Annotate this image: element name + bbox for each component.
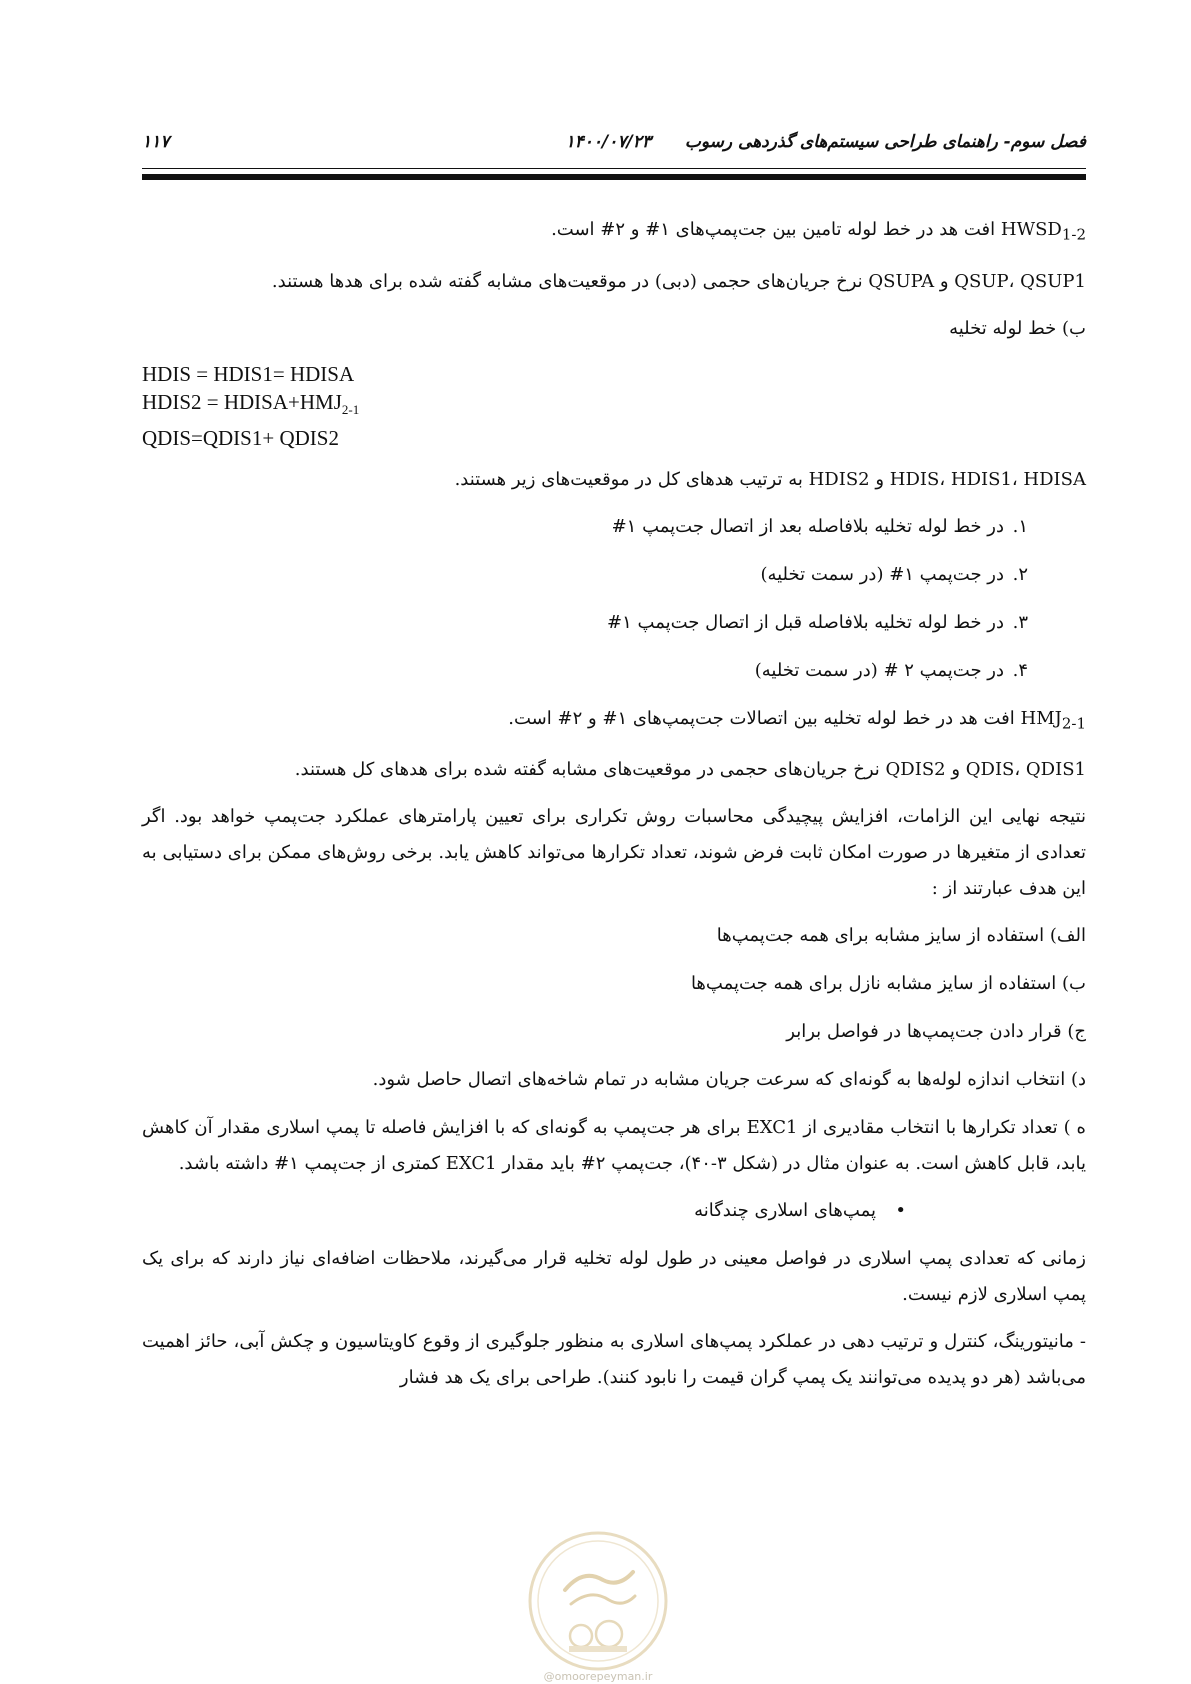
page-number: ۱۱۷ xyxy=(142,132,170,152)
paragraph-exc1: ه ) تعداد تکرارها با انتخاب مقادیری از EXC1 برای هر جت‌پمپ به گونه‌ای که با افزایش فاصله تا پمپ اسلاری مقدار آن کاهش یابد، قابل کاهش است. به عنوان مثال در (شکل ۳-۴۰)، جت‌پمپ ۲# باید مقدار EXC1 کمتری از جت‌پمپ ۱# داشته باشد. xyxy=(142,1117,1086,1175)
chapter-title: فصل سوم- راهنمای طراحی سیستم‌های گذردهی رسوب xyxy=(684,132,1086,152)
paragraph-hmj: $HMJ_{2-1}$ افت هد در خط لوله تخلیه بین اتصالات جت‌پمپ‌های ۱# و ۲# است. xyxy=(508,707,1086,733)
numbered-list xyxy=(142,509,1086,689)
watermark-text: @omoorepeyman.ir xyxy=(543,1670,653,1683)
symbol-hwsd: $HWSD_{1-2}$ xyxy=(1000,219,1086,244)
paragraph-monitoring: - مانیتورینگ، کنترل و ترتیب دهی در عملکرد پمپ‌های اسلاری به منظور جلوگیری از وقوع کاویتاسیون و چکش آبی، حائز اهمیت می‌باشد (هر دو پدیده می‌توانند یک پمپ گران قیمت را نابود کنند). طراحی برای یک هد فشار xyxy=(142,1331,1086,1389)
page-body xyxy=(142,212,1086,1396)
equation-1: HDIS = HDIS1= HDISA xyxy=(142,361,355,386)
option-item: ب) استفاده از سایز مشابه نازل برای همه جت‌پمپ‌ها xyxy=(690,973,1086,995)
equation-2: HDIS2 = $HDISA+HMJ_{2-1}$ xyxy=(142,389,360,417)
option-item: د) انتخاب اندازه لوله‌ها به گونه‌ای که سرعت جریان مشابه در تمام شاخه‌های اتصال حاصل شود. xyxy=(372,1069,1086,1091)
header-rule-thin xyxy=(142,168,1086,169)
watermark-seal-icon xyxy=(525,1528,671,1674)
list-item: ۴. در جت‌پمپ ۲ # (در سمت تخلیه) xyxy=(754,659,1028,681)
option-item: الف) استفاده از سایز مشابه برای همه جت‌پمپ‌ها xyxy=(716,925,1086,947)
paragraph-qsup: QSUP، QSUP1 و QSUPA نرخ جریان‌های حجمی (دبی) در موقعیت‌های مشابه گفته شده برای هدها هستند. xyxy=(271,270,1086,292)
paragraph-hdis: HDIS، HDIS1، HDISA و HDIS2 به ترتیب هدهای کل در موقعیت‌های زیر هستند. xyxy=(454,468,1086,490)
paragraph-multiple-pumps: زمانی که تعدادی پمپ اسلاری در فواصل معینی در طول لوله تخلیه قرار می‌گیرند، ملاحظات اضافه‌ای نیاز دارند که برای یک پمپ اسلاری لازم نیست. xyxy=(142,1248,1086,1306)
header-date: ۱۴۰۰/۰۷/۲۳ xyxy=(565,132,651,152)
paragraph-hwsd: $HWSD_{1-2}$ افت هد در خط لوله تامین بین جت‌پمپ‌های ۱# و ۲# است. xyxy=(551,219,1086,244)
subheading-discharge-line: ب) خط لوله تخلیه xyxy=(949,317,1086,339)
list-item: ۳. در خط لوله تخلیه بلافاصله قبل از اتصال جت‌پمپ ۱# xyxy=(607,611,1028,633)
paragraph-result: نتیجه نهایی این الزامات، افزایش پیچیدگی محاسبات روش تکراری برای تعیین پارامترهای عملکرد جت‌پمپ خواهد بود. اگر تعدادی از متغیرها در صورت امکان ثابت فرض شوند، تعداد تکرارها می‌تواند کاهش یابد. برخی روش‌های ممکن برای دستیابی به این هدف عبارتند از : xyxy=(142,806,1086,900)
equation-block xyxy=(142,360,1086,452)
list-item: ۱. در خط لوله تخلیه بلافاصله بعد از اتصال جت‌پمپ ۱# xyxy=(611,515,1028,537)
option-item: ج) قرار دادن جت‌پمپ‌ها در فواصل برابر xyxy=(786,1021,1086,1043)
equation-3: QDIS=QDIS1+ QDIS2 xyxy=(142,425,339,450)
bullet-icon: • xyxy=(895,1200,906,1222)
bullet-multiple-pumps: • پمپ‌های اسلاری چندگانه xyxy=(142,1193,1086,1229)
header-rule-thick xyxy=(142,174,1086,180)
page-header xyxy=(142,128,1086,158)
symbol-hmj: $HMJ_{2-1}$ xyxy=(1020,707,1086,733)
paragraph-qdis: QDIS، QDIS1 و QDIS2 نرخ جریان‌های حجمی در موقعیت‌های مشابه گفته شده برای هدهای کل هستند. xyxy=(294,759,1086,781)
list-item: ۲. در جت‌پمپ ۱# (در سمت تخلیه) xyxy=(760,563,1028,585)
